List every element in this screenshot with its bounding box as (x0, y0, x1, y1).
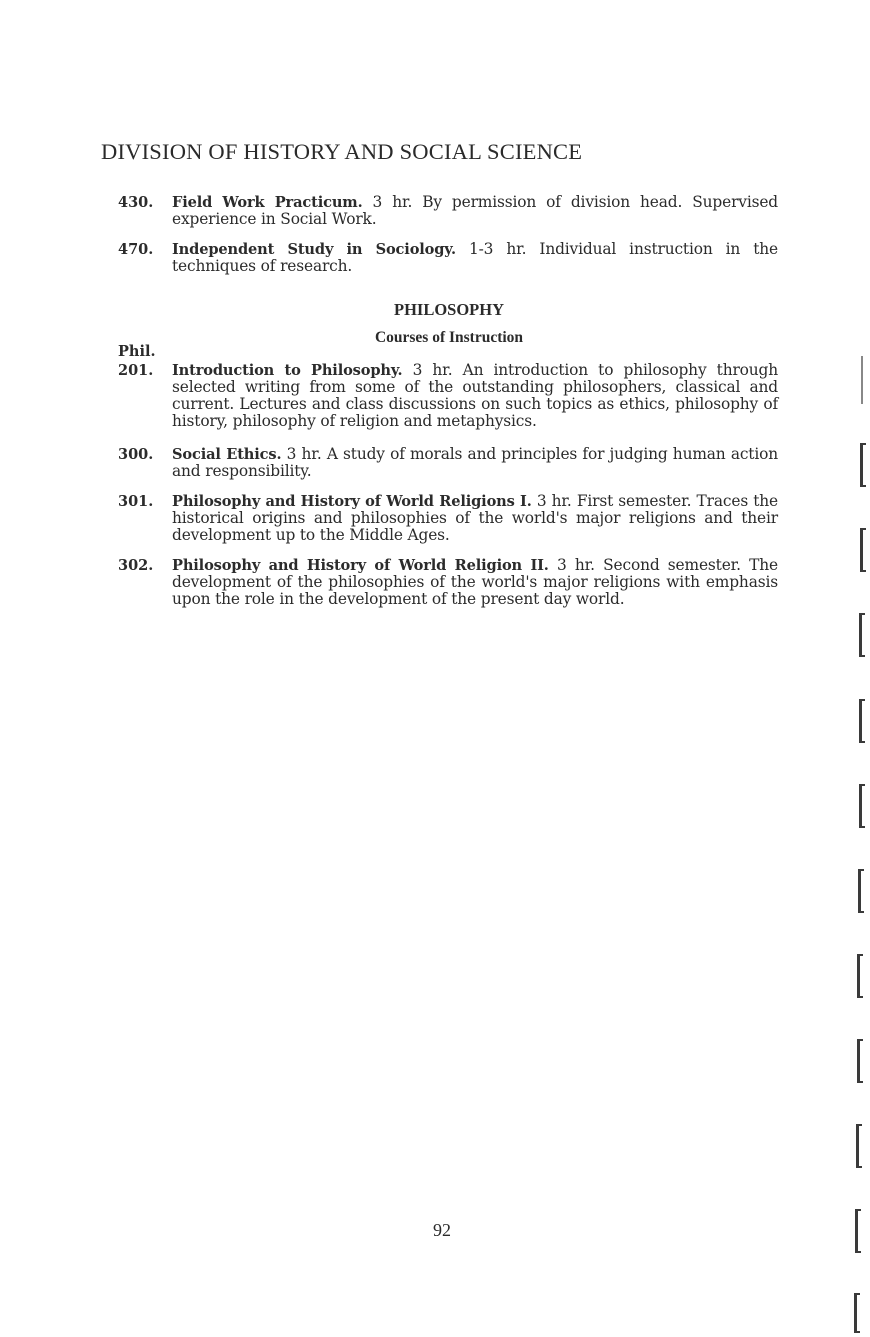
index-tab (859, 699, 865, 743)
page-heading: DIVISION OF HISTORY AND SOCIAL SCIENCE (101, 139, 583, 164)
course-title: Independent Study in Sociology. (172, 241, 456, 258)
course-text (172, 194, 778, 228)
course-entry (118, 194, 778, 228)
course-title: Field Work Practicum. (172, 194, 363, 211)
index-tab (860, 528, 866, 572)
course-number: 300. (118, 446, 154, 463)
index-tab (856, 1124, 862, 1168)
index-tab (861, 356, 867, 404)
course-description: 1-3 hr. Individual instruction in the techniques of research. (172, 240, 778, 275)
course-description: 3 hr. Second semester. The development of the philosophies of the world's major religions with emphasis upon the role in the development of the present day world. (172, 556, 778, 608)
course-number: 430. (118, 194, 154, 211)
index-tab (857, 954, 863, 998)
course-description: 3 hr. An introduction to philosophy through selected writing from some of the outstanding philosophers, classical and current. Lectures and class discussions on such topics as ethics, philosophy of history, philosophy of religion and metaphysics. (172, 361, 779, 430)
course-prefix: Phil. (118, 343, 156, 360)
course-entry (118, 493, 778, 544)
course-entry (118, 446, 778, 480)
course-text (172, 362, 778, 430)
course-description: 3 hr. First semester. Traces the historical origins and philosophies of the world's major religions and their development up to the Middle Ages. (172, 492, 778, 544)
course-number: 301. (118, 493, 154, 510)
course-text (172, 557, 778, 608)
section-subtitle: Courses of Instruction (374, 329, 524, 346)
course-entry (118, 362, 778, 430)
course-title: Philosophy and History of World Religion II. (172, 557, 549, 574)
index-tab (859, 784, 865, 828)
course-number: 302. (118, 557, 154, 574)
course-description: 3 hr. A study of morals and principles for judging human action and responsibility. (172, 445, 778, 480)
index-tab (857, 1039, 863, 1083)
index-tab (859, 613, 865, 657)
course-text (172, 241, 778, 275)
course-number: 201. (118, 362, 154, 379)
course-title: Introduction to Philosophy. (172, 362, 403, 379)
index-tab (858, 869, 864, 913)
index-tab (855, 1209, 861, 1253)
course-text (172, 446, 778, 480)
course-number: 470. (118, 241, 154, 258)
section-title: PHILOSOPHY (393, 300, 504, 319)
course-description: 3 hr. By permission of division head. Supervised experience in Social Work. (172, 193, 778, 228)
course-entry (118, 557, 778, 608)
index-tab (860, 443, 866, 487)
course-title: Social Ethics. (172, 446, 282, 463)
course-entry (118, 241, 778, 275)
index-tab (854, 1293, 860, 1333)
page-number: 92 (433, 1220, 451, 1240)
course-title: Philosophy and History of World Religions I. (172, 493, 532, 510)
course-text (172, 493, 778, 544)
